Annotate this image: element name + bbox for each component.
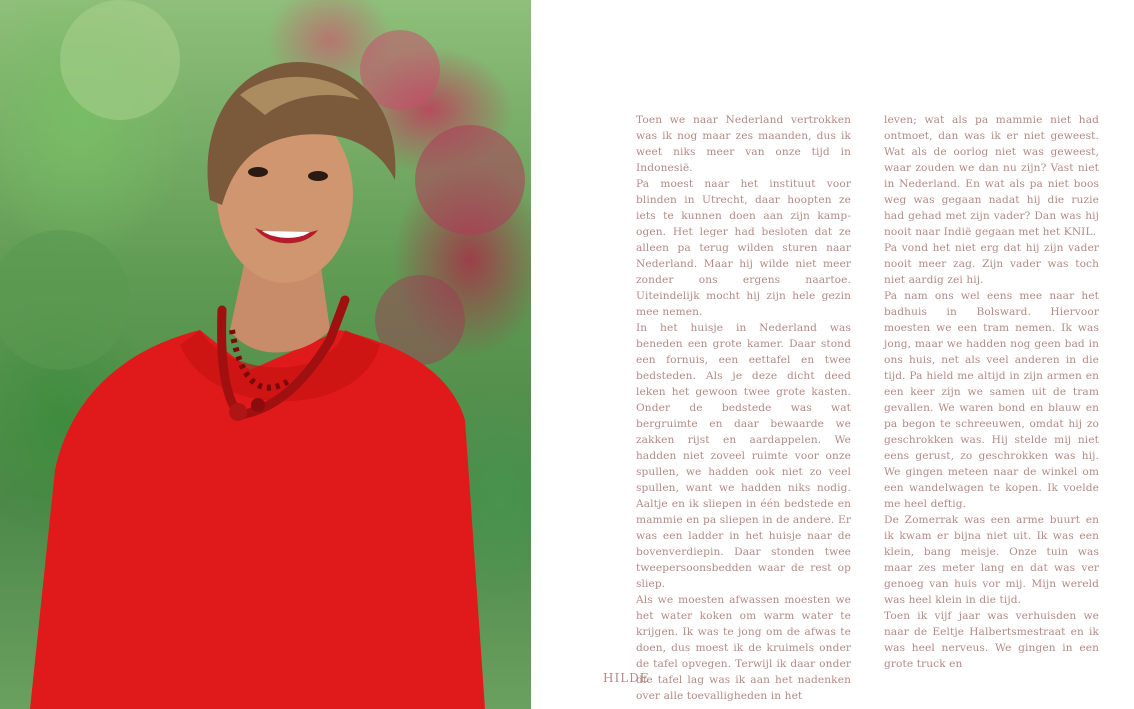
article-column-right [884, 112, 1099, 672]
paragraph: Als we moesten afwassen moesten we het water koken om warm water te krijgen. Ik was te jong om de afwas te doen, dus moest ik de kruimels onder de tafel opvegen. Terwijl ik daar onder die tafel lag was ik aan het nadenken over alle toevalligheden in het [636, 594, 851, 702]
portrait-illustration [0, 0, 531, 709]
article-column-left [636, 112, 851, 704]
page-folio-label: HILDE [603, 671, 650, 685]
paragraph: leven; wat als pa mammie niet had ontmoet, dan was ik er niet geweest. Wat als de oorlog niet was geweest, waar zouden we dan nu zijn? Vast niet in Nederland. En wat als pa niet boos weg was gegaan nadat hij die ruzie had gehad met zijn vader? Dan was hij nooit naar Indië gegaan met het KNIL. [884, 114, 1099, 238]
paragraph: Pa nam ons wel eens mee naar het badhuis in Bolsward. Hiervoor moesten we een tram nemen. Ik was jong, maar we hadden nog geen bad in ons huis, net als veel anderen in die tijd. Pa hield me altijd in zijn armen en een keer zijn we samen uit de tram gevallen. We waren bond en blauw en pa begon te schreeuwen, omdat hij zo geschrokken was. Hij stelde mij niet eens gerust, zo geschrokken was hij. We gingen meteen naar de winkel om een wandelwagen te kopen. Ik voelde me heel deftig. [884, 290, 1099, 510]
paragraph: Pa moest naar het instituut voor blinden in Utrecht, daar hoopten ze iets te kunnen doen aan zijn kamp-ogen. Het leger had besloten dat ze alleen pa terug wilden sturen naar Nederland. Maar hij wilde niet meer zonder ons ergens naartoe. Uiteindelijk mocht hij zijn hele gezin mee nemen. [636, 178, 851, 318]
portrait-photo [0, 0, 531, 709]
paragraph: In het huisje in Nederland was beneden een grote kamer. Daar stond een fornuis, een eettafel en twee bedsteden. Als je deze dicht deed leken het gewoon twee grote kasten. Onder de bedstede was wat bergruimte en daar bewaarde we zakken rijst en aardappelen. We hadden niet zoveel ruimte voor onze spullen, we hadden ook niet zo veel spullen, want we hadden niks nodig. Aaltje en ik sliepen in één bedstede en mammie en pa sliepen in de andere. Er was een ladder in het huisje naar de bovenverdiepin. Daar stonden twee tweepersoonsbedden waar de rest op sliep. [636, 322, 851, 590]
paragraph: Pa vond het niet erg dat hij zijn vader nooit meer zag. Zijn vader was toch niet aardig zei hij. [884, 242, 1099, 286]
paragraph: Toen we naar Nederland vertrokken was ik nog maar zes maanden, dus ik weet niks meer van onze tijd in Indonesië. [636, 114, 851, 174]
paragraph: Toen ik vijf jaar was verhuisden we naar de Eeltje Halbertsmestraat en ik was heel nerveus. We gingen in een grote truck en [884, 610, 1099, 670]
paragraph: De Zomerrak was een arme buurt en ik kwam er bijna niet uit. Ik was een klein, bang meisje. Onze tuin was maar zes meter lang en dat was ver genoeg van huis vor mij. Mijn wereld was heel klein in die tijd. [884, 514, 1099, 606]
